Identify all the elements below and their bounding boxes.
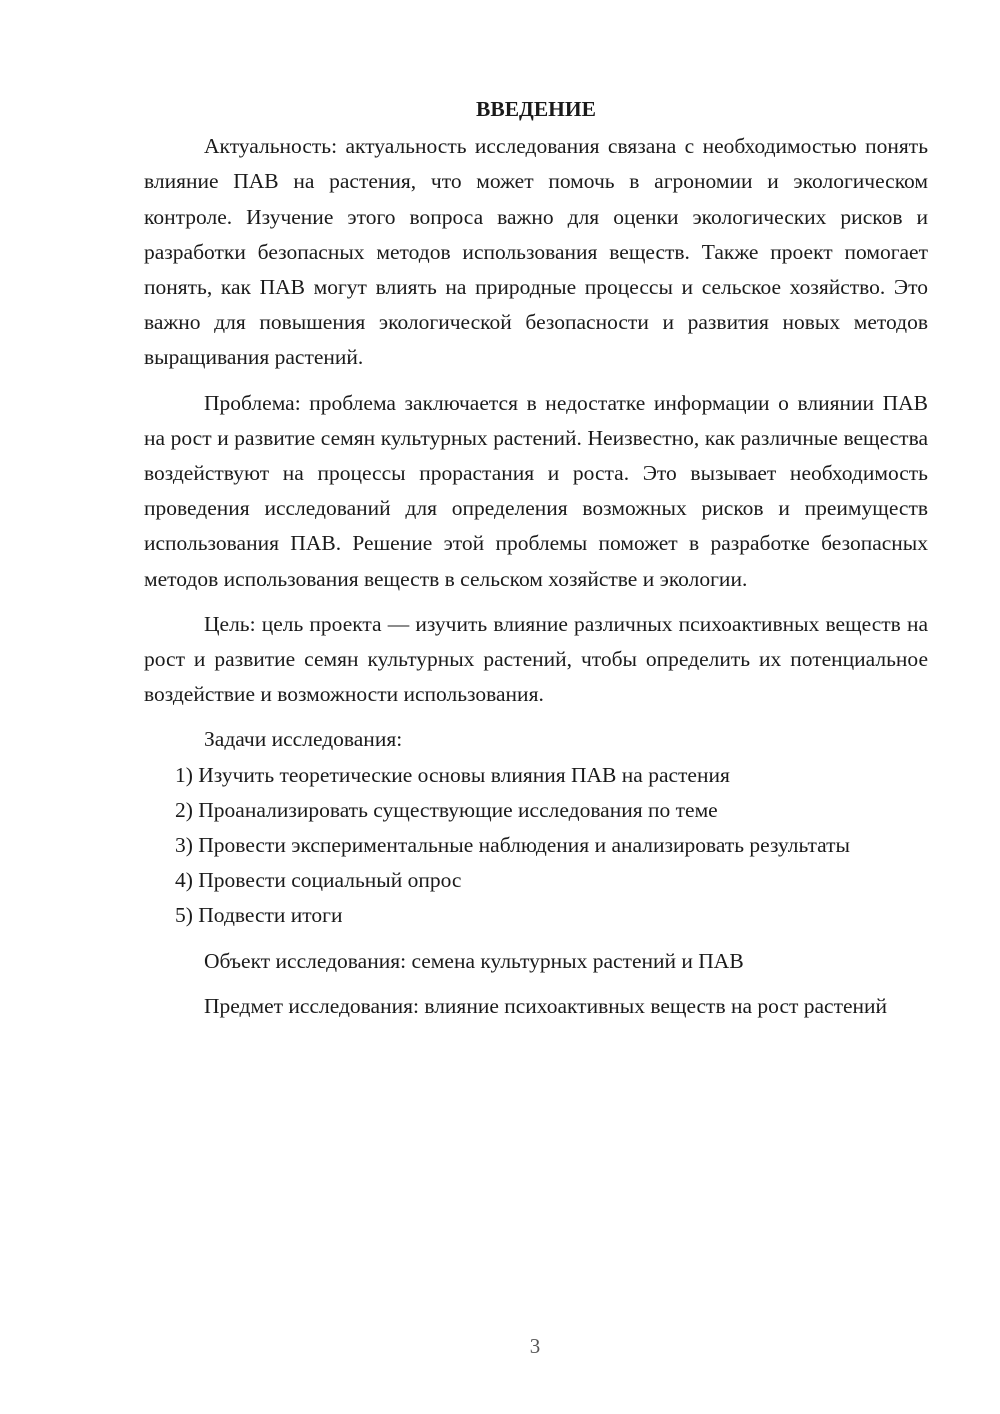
document-body (144, 92, 928, 1024)
relevance-paragraph: Актуальность: актуальность исследования связана с необходимостью понять влияние ПАВ на растения, что может помочь в агрономии и экологическом контроле. Изучение этого вопроса важно для оценки экологических рисков и разработки безопасных методов использования веществ. Также проект помогает понять, как ПАВ могут влиять на природные процессы и сельское хозяйство. Это важно для повышения экологической безопасности и развития новых методов выращивания растений. (144, 134, 928, 370)
tasks-list (144, 758, 928, 934)
subject-paragraph: Предмет исследования: влияние психоактивных веществ на рост растений (204, 993, 888, 1018)
goal-paragraph: Цель: цель проекта — изучить влияние различных психоактивных веществ на рост и развитие семян культурных растений, чтобы определить их потенциальное воздействие и возможности использования. (144, 611, 928, 707)
problem-paragraph: Проблема: проблема заключается в недостатке информации о влиянии ПАВ на рост и развитие семян культурных растений. Неизвестно, как различные вещества воздействуют на процессы прорастания и роста. Это вызывает необходимость проведения исследований для определения возможных рисков и преимуществ использования ПАВ. Решение этой проблемы поможет в разработке безопасных методов использования веществ в сельском хозяйстве и экологии. (144, 390, 928, 591)
list-item: 5) Подвести итоги (175, 903, 343, 928)
section-title: ВВЕДЕНИЕ (476, 97, 596, 121)
list-item: 2) Проанализировать существующие исследования по теме (175, 797, 718, 822)
object-paragraph: Объект исследования: семена культурных растений и ПАВ (204, 948, 744, 973)
list-item: 4) Провести социальный опрос (175, 868, 462, 893)
list-item: 3) Провести экспериментальные наблюдения и анализировать результаты (175, 833, 851, 858)
page-number: 3 (529, 1334, 541, 1358)
list-item: 1) Изучить теоретические основы влияния ПАВ на растения (175, 762, 730, 787)
tasks-heading: Задачи исследования: (204, 727, 403, 752)
